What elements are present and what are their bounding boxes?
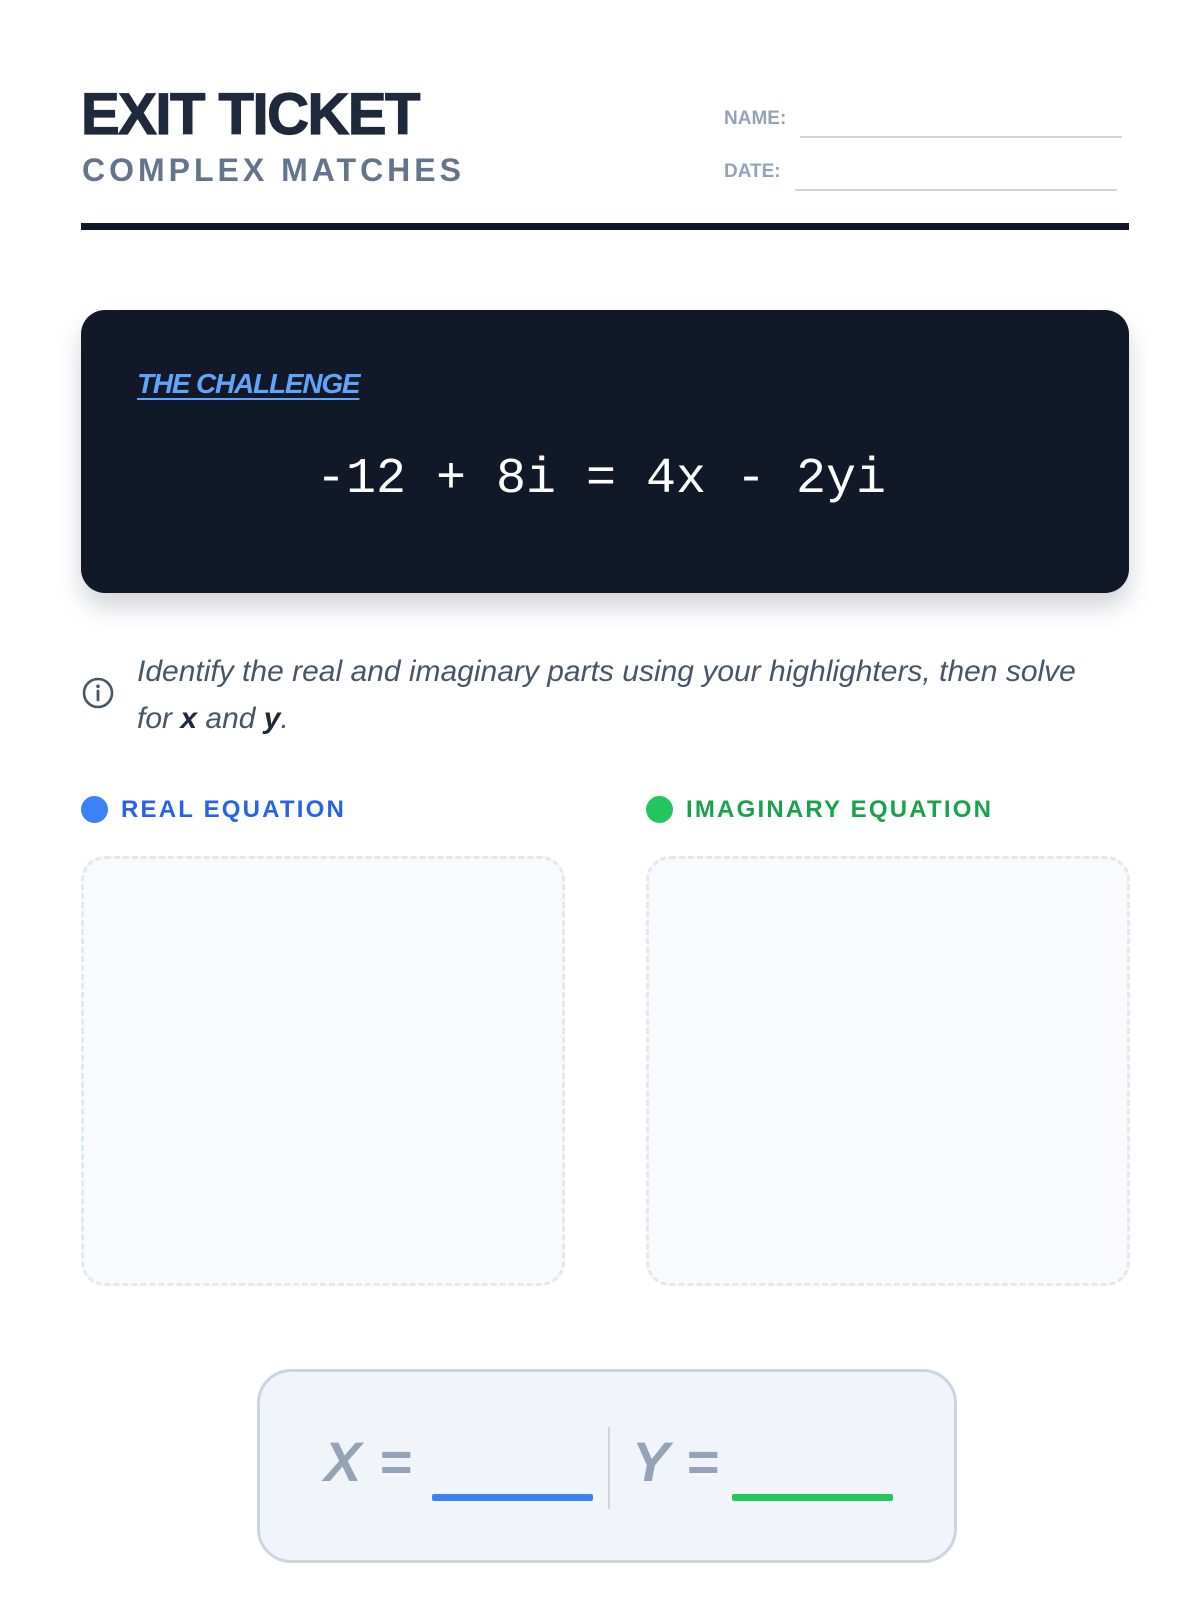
imaginary-equation-header [646, 796, 993, 823]
challenge-card [81, 310, 1129, 593]
date-field [724, 161, 1117, 191]
name-field [724, 108, 1122, 138]
info-icon [81, 676, 115, 710]
real-color-dot [81, 796, 108, 823]
instructions-text-part: Identify the real and imaginary parts using your highlighters, then solve for [137, 655, 1076, 735]
imaginary-equation-workspace[interactable] [646, 856, 1130, 1286]
imaginary-equation-label: IMAGINARY EQUATION [686, 795, 994, 823]
instructions-text-part: . [280, 702, 289, 735]
page-title: EXIT TICKET [81, 82, 419, 147]
imaginary-color-dot [646, 796, 673, 823]
date-line[interactable] [795, 161, 1117, 191]
name-line[interactable] [800, 108, 1122, 138]
variable-y: y [263, 702, 281, 735]
x-answer-label: X = [324, 1430, 413, 1493]
name-label: NAME: [724, 108, 787, 129]
y-answer-line[interactable] [732, 1494, 893, 1501]
y-answer-label: Y = [632, 1430, 720, 1493]
instructions-text [137, 648, 1117, 742]
real-equation-header [81, 796, 346, 823]
ticket-header [81, 60, 1129, 230]
challenge-equation: -12 + 8i = 4x - 2yi [315, 451, 887, 508]
answer-divider [608, 1427, 610, 1509]
x-answer-line[interactable] [432, 1494, 593, 1501]
answer-box [257, 1369, 957, 1563]
instructions-text-part: and [197, 702, 264, 735]
date-label: DATE: [724, 161, 781, 182]
page-subtitle: COMPLEX MATCHES [82, 152, 465, 188]
challenge-label: THE CHALLENGE [137, 368, 360, 399]
variable-x: x [180, 702, 198, 735]
real-equation-workspace[interactable] [81, 856, 565, 1286]
real-equation-label: REAL EQUATION [121, 795, 347, 823]
